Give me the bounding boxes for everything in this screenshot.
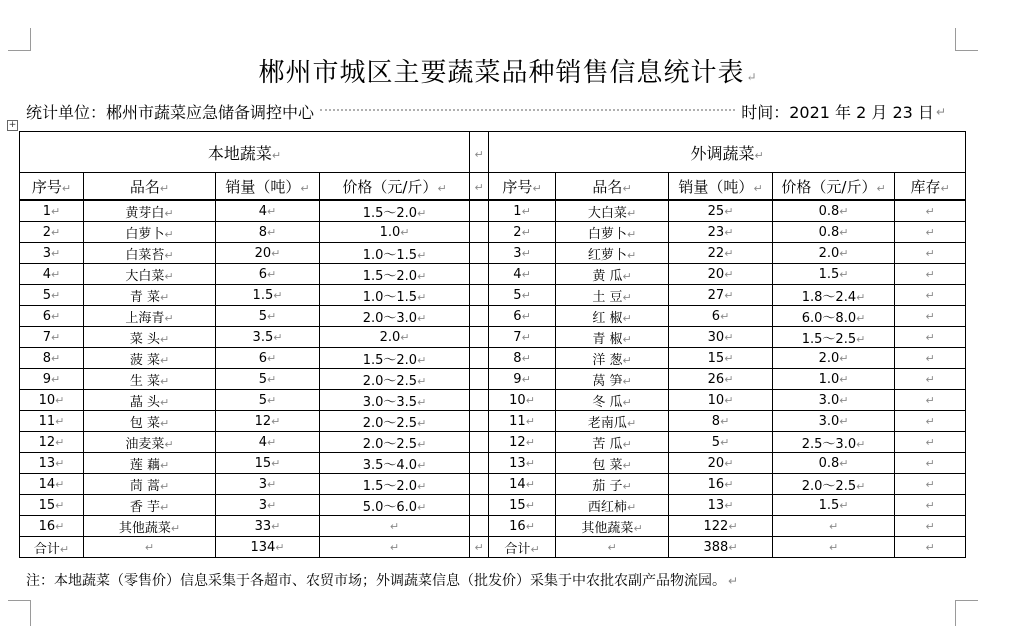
cell-imported-volume[interactable]: 30↵ bbox=[669, 327, 773, 348]
cell-local-price[interactable]: 2.0～3.0↵ bbox=[320, 306, 470, 327]
cell-local-price[interactable]: ↵ bbox=[320, 516, 470, 537]
total-empty[interactable]: ↵ bbox=[320, 537, 470, 558]
cell-local-name[interactable]: 莲 藕↵ bbox=[84, 453, 216, 474]
gap-cell bbox=[470, 264, 489, 285]
cell-local-no[interactable]: 6↵ bbox=[20, 306, 84, 327]
cell-imported-name[interactable]: 冬 瓜↵ bbox=[556, 390, 669, 411]
cell-imported-no[interactable]: 11↵ bbox=[489, 411, 556, 432]
cell-imported-price[interactable]: 3.0↵ bbox=[773, 390, 895, 411]
gap-cell: ↵ bbox=[470, 537, 489, 558]
cell-local-price[interactable]: 1.0↵ bbox=[320, 222, 470, 243]
cell-imported-volume[interactable]: 23↵ bbox=[669, 222, 773, 243]
cell-imported-name[interactable]: 茄 子↵ bbox=[556, 474, 669, 495]
cell-local-volume[interactable]: 5↵ bbox=[216, 306, 320, 327]
statistics-unit[interactable]: 统计单位：郴州市蔬菜应急储备调控中心 bbox=[26, 103, 315, 122]
cell-imported-price[interactable]: 1.5↵ bbox=[773, 495, 895, 516]
table-row bbox=[20, 516, 966, 537]
cell-imported-stock[interactable]: ↵ bbox=[895, 222, 966, 243]
gap-cell bbox=[470, 516, 489, 537]
cell-local-name[interactable]: 油麦菜↵ bbox=[84, 432, 216, 453]
cell-local-price[interactable]: 1.5～2.0↵ bbox=[320, 264, 470, 285]
cell-imported-no[interactable]: 5↵ bbox=[489, 285, 556, 306]
gap-cell bbox=[470, 243, 489, 264]
table-row bbox=[20, 474, 966, 495]
cell-local-name[interactable]: 白菜苔↵ bbox=[84, 243, 216, 264]
cell-local-volume[interactable]: 33↵ bbox=[216, 516, 320, 537]
cell-imported-name[interactable]: 西红柿↵ bbox=[556, 495, 669, 516]
total-empty[interactable]: ↵ bbox=[84, 537, 216, 558]
cell-imported-volume[interactable]: 10↵ bbox=[669, 390, 773, 411]
page-corner-mark-top-right bbox=[955, 28, 978, 51]
table-row bbox=[20, 369, 966, 390]
cell-local-name[interactable]: 菜 头↵ bbox=[84, 327, 216, 348]
cell-imported-price[interactable]: 0.8↵ bbox=[773, 200, 895, 222]
cell-local-no[interactable]: 10↵ bbox=[20, 390, 84, 411]
footnote-text[interactable]: 注：本地蔬菜（零售价）信息采集于各超市、农贸市场；外调蔬菜信息（批发价）采集于中农批农副产品物流园。 bbox=[26, 573, 726, 589]
col-header-local-price[interactable]: 价格（元/斤）↵ bbox=[320, 173, 470, 201]
page-corner-mark-bottom-right bbox=[955, 600, 978, 626]
cell-imported-price[interactable]: 1.5～2.5↵ bbox=[773, 327, 895, 348]
cell-imported-price[interactable]: 2.0～2.5↵ bbox=[773, 474, 895, 495]
table-row bbox=[20, 306, 966, 327]
gap-cell bbox=[470, 348, 489, 369]
cell-imported-price[interactable]: 1.5↵ bbox=[773, 264, 895, 285]
cell-local-name[interactable]: 生 菜↵ bbox=[84, 369, 216, 390]
cell-imported-volume[interactable]: 25↵ bbox=[669, 200, 773, 222]
total-value-imported[interactable]: 388↵ bbox=[669, 537, 773, 558]
cell-local-no[interactable]: 8↵ bbox=[20, 348, 84, 369]
cell-local-price[interactable]: 5.0～6.0↵ bbox=[320, 495, 470, 516]
table-row bbox=[20, 285, 966, 306]
cell-local-no[interactable]: 15↵ bbox=[20, 495, 84, 516]
cell-imported-stock[interactable]: ↵ bbox=[895, 453, 966, 474]
cell-imported-stock[interactable]: ↵ bbox=[895, 390, 966, 411]
gap-cell bbox=[470, 327, 489, 348]
table-row bbox=[20, 200, 966, 222]
total-value-local[interactable]: 134↵ bbox=[216, 537, 320, 558]
cell-imported-no[interactable]: 1↵ bbox=[489, 200, 556, 222]
cell-local-volume[interactable]: 6↵ bbox=[216, 348, 320, 369]
cell-imported-name[interactable]: 苦 瓜↵ bbox=[556, 432, 669, 453]
cell-local-no[interactable]: 1↵ bbox=[20, 200, 84, 222]
cell-imported-no[interactable]: 10↵ bbox=[489, 390, 556, 411]
gap-cell bbox=[470, 495, 489, 516]
cell-local-volume[interactable]: 20↵ bbox=[216, 243, 320, 264]
gap-cell bbox=[470, 369, 489, 390]
cell-imported-name[interactable]: 土 豆↵ bbox=[556, 285, 669, 306]
page-corner-mark-bottom-left bbox=[8, 600, 31, 626]
col-header-imported-price[interactable]: 价格（元/斤）↵ bbox=[773, 173, 895, 201]
document-title-text[interactable]: 郴州市城区主要蔬菜品种销售信息统计表 bbox=[258, 58, 745, 88]
cell-imported-volume[interactable]: 8↵ bbox=[669, 411, 773, 432]
gap-cell bbox=[470, 432, 489, 453]
cell-local-no[interactable]: 14↵ bbox=[20, 474, 84, 495]
table-row bbox=[20, 264, 966, 285]
cell-local-no[interactable]: 4↵ bbox=[20, 264, 84, 285]
cell-local-name[interactable]: 其他蔬菜↵ bbox=[84, 516, 216, 537]
cell-imported-name[interactable]: 红 椒↵ bbox=[556, 306, 669, 327]
col-header-local-name[interactable]: 品名↵ bbox=[84, 173, 216, 201]
cell-local-price[interactable]: 3.5～4.0↵ bbox=[320, 453, 470, 474]
statistics-meta-line[interactable] bbox=[26, 100, 946, 123]
col-header-local-no[interactable]: 序号↵ bbox=[20, 173, 84, 201]
table-row bbox=[20, 243, 966, 264]
totals-row bbox=[20, 537, 966, 558]
cell-local-name[interactable]: 蕌 头↵ bbox=[84, 390, 216, 411]
cell-local-price[interactable]: 1.5～2.0↵ bbox=[320, 200, 470, 222]
cell-local-name[interactable]: 上海青↵ bbox=[84, 306, 216, 327]
cell-local-price[interactable]: 2.0↵ bbox=[320, 327, 470, 348]
leader-dots bbox=[320, 108, 735, 111]
cell-imported-price[interactable]: 3.0↵ bbox=[773, 411, 895, 432]
cell-local-no[interactable]: 5↵ bbox=[20, 285, 84, 306]
cell-imported-stock[interactable]: ↵ bbox=[895, 495, 966, 516]
col-header-imported-name[interactable]: 品名↵ bbox=[556, 173, 669, 201]
cell-local-name[interactable]: 白萝卜↵ bbox=[84, 222, 216, 243]
gap-cell bbox=[470, 453, 489, 474]
table-row bbox=[20, 348, 966, 369]
cell-imported-no[interactable]: 15↵ bbox=[489, 495, 556, 516]
table-row bbox=[20, 327, 966, 348]
cell-local-price[interactable]: 1.0～1.5↵ bbox=[320, 285, 470, 306]
cell-local-volume[interactable]: 4↵ bbox=[216, 200, 320, 222]
cell-local-name[interactable]: 菠 菜↵ bbox=[84, 348, 216, 369]
table-row bbox=[20, 222, 966, 243]
cell-local-name[interactable]: 茼 蒿↵ bbox=[84, 474, 216, 495]
cell-imported-name[interactable]: 白萝卜↵ bbox=[556, 222, 669, 243]
cell-local-no[interactable]: 3↵ bbox=[20, 243, 84, 264]
cell-local-name[interactable]: 黄芽白↵ bbox=[84, 200, 216, 222]
cell-local-name[interactable]: 香 芋↵ bbox=[84, 495, 216, 516]
cell-imported-volume[interactable]: 6↵ bbox=[669, 306, 773, 327]
table-row bbox=[20, 411, 966, 432]
gap-cell bbox=[470, 285, 489, 306]
cell-imported-volume[interactable]: 5↵ bbox=[669, 432, 773, 453]
cell-imported-no[interactable]: 6↵ bbox=[489, 306, 556, 327]
cell-imported-no[interactable]: 3↵ bbox=[489, 243, 556, 264]
cell-imported-name[interactable]: 其他蔬菜↵ bbox=[556, 516, 669, 537]
cell-imported-volume[interactable]: 13↵ bbox=[669, 495, 773, 516]
cell-imported-stock[interactable]: ↵ bbox=[895, 306, 966, 327]
col-header-local-volume[interactable]: 销量（吨）↵ bbox=[216, 173, 320, 201]
cell-imported-price[interactable]: 6.0～8.0↵ bbox=[773, 306, 895, 327]
cell-imported-no[interactable]: 9↵ bbox=[489, 369, 556, 390]
cell-imported-name[interactable]: 黄 瓜↵ bbox=[556, 264, 669, 285]
cell-imported-no[interactable]: 7↵ bbox=[489, 327, 556, 348]
cell-imported-no[interactable]: 4↵ bbox=[489, 264, 556, 285]
cell-local-no[interactable]: 2↵ bbox=[20, 222, 84, 243]
cell-imported-stock[interactable]: ↵ bbox=[895, 200, 966, 222]
cell-local-no[interactable]: 12↵ bbox=[20, 432, 84, 453]
table-row bbox=[20, 432, 966, 453]
cell-local-no[interactable]: 9↵ bbox=[20, 369, 84, 390]
cell-imported-stock[interactable]: ↵ bbox=[895, 285, 966, 306]
cell-imported-no[interactable]: 2↵ bbox=[489, 222, 556, 243]
gap-cell: ↵ bbox=[470, 173, 489, 201]
cell-imported-price[interactable]: 2.0↵ bbox=[773, 348, 895, 369]
vegetable-sales-table[interactable] bbox=[19, 131, 966, 558]
cell-imported-name[interactable]: 老南瓜↵ bbox=[556, 411, 669, 432]
cell-imported-stock[interactable]: ↵ bbox=[895, 243, 966, 264]
cell-local-price[interactable]: 1.0～1.5↵ bbox=[320, 243, 470, 264]
cell-imported-stock[interactable]: ↵ bbox=[895, 369, 966, 390]
cell-imported-price[interactable]: 1.0↵ bbox=[773, 369, 895, 390]
cell-imported-name[interactable]: 青 椒↵ bbox=[556, 327, 669, 348]
cell-local-volume[interactable]: 4↵ bbox=[216, 432, 320, 453]
cell-local-name[interactable]: 包 菜↵ bbox=[84, 411, 216, 432]
cell-imported-volume[interactable]: 20↵ bbox=[669, 453, 773, 474]
cell-imported-name[interactable]: 大白菜↵ bbox=[556, 200, 669, 222]
total-empty[interactable]: ↵ bbox=[773, 537, 895, 558]
col-header-imported-no[interactable]: 序号↵ bbox=[489, 173, 556, 201]
gap-cell: ↵ bbox=[470, 132, 489, 173]
cell-imported-price[interactable]: 2.0↵ bbox=[773, 243, 895, 264]
cell-imported-name[interactable]: 洋 葱↵ bbox=[556, 348, 669, 369]
cell-imported-stock[interactable]: ↵ bbox=[895, 516, 966, 537]
cell-local-price[interactable]: 1.5～2.0↵ bbox=[320, 348, 470, 369]
cell-local-price[interactable]: 3.0～3.5↵ bbox=[320, 390, 470, 411]
cell-imported-volume[interactable]: 27↵ bbox=[669, 285, 773, 306]
statistics-date[interactable]: 时间：2021 年 2 月 23 日 bbox=[741, 103, 934, 122]
cell-local-volume[interactable]: 5↵ bbox=[216, 369, 320, 390]
cell-imported-name[interactable]: 莴 笋↵ bbox=[556, 369, 669, 390]
cell-local-no[interactable]: 13↵ bbox=[20, 453, 84, 474]
cell-imported-volume[interactable]: 20↵ bbox=[669, 264, 773, 285]
cell-local-price[interactable]: 2.0～2.5↵ bbox=[320, 432, 470, 453]
cell-local-price[interactable]: 2.0～2.5↵ bbox=[320, 411, 470, 432]
gap-cell bbox=[470, 222, 489, 243]
cell-local-volume[interactable]: 6↵ bbox=[216, 264, 320, 285]
gap-cell bbox=[470, 411, 489, 432]
table-row bbox=[20, 390, 966, 411]
gap-cell bbox=[470, 200, 489, 222]
cell-local-volume[interactable]: 3.5↵ bbox=[216, 327, 320, 348]
cell-local-volume[interactable]: 5↵ bbox=[216, 390, 320, 411]
cell-imported-stock[interactable]: ↵ bbox=[895, 411, 966, 432]
cell-local-price[interactable]: 1.5～2.0↵ bbox=[320, 474, 470, 495]
cell-local-volume[interactable]: 3↵ bbox=[216, 474, 320, 495]
cell-imported-no[interactable]: 13↵ bbox=[489, 453, 556, 474]
cell-imported-no[interactable]: 8↵ bbox=[489, 348, 556, 369]
cell-imported-stock[interactable]: ↵ bbox=[895, 264, 966, 285]
cell-imported-price[interactable]: 1.8～2.4↵ bbox=[773, 285, 895, 306]
cell-local-name[interactable]: 大白菜↵ bbox=[84, 264, 216, 285]
local-section-title[interactable]: 本地蔬菜↵ bbox=[20, 132, 470, 173]
cell-imported-volume[interactable]: 15↵ bbox=[669, 348, 773, 369]
cell-local-name[interactable]: 青 菜↵ bbox=[84, 285, 216, 306]
cell-imported-name[interactable]: 红萝卜↵ bbox=[556, 243, 669, 264]
cell-imported-no[interactable]: 14↵ bbox=[489, 474, 556, 495]
cell-imported-volume[interactable]: 16↵ bbox=[669, 474, 773, 495]
total-empty[interactable]: ↵ bbox=[895, 537, 966, 558]
cell-local-volume[interactable]: 1.5↵ bbox=[216, 285, 320, 306]
cell-imported-price[interactable]: 0.8↵ bbox=[773, 222, 895, 243]
cell-imported-volume[interactable]: 122↵ bbox=[669, 516, 773, 537]
cell-imported-stock[interactable]: ↵ bbox=[895, 327, 966, 348]
cell-imported-volume[interactable]: 22↵ bbox=[669, 243, 773, 264]
total-label-imported[interactable]: 合计↵ bbox=[489, 537, 556, 558]
paragraph-mark: ↵ bbox=[728, 574, 739, 588]
cell-imported-volume[interactable]: 26↵ bbox=[669, 369, 773, 390]
cell-local-volume[interactable]: 15↵ bbox=[216, 453, 320, 474]
page-corner-mark-top-left bbox=[8, 28, 31, 51]
cell-local-no[interactable]: 11↵ bbox=[20, 411, 84, 432]
cell-imported-price[interactable]: 2.5～3.0↵ bbox=[773, 432, 895, 453]
paragraph-mark: ↵ bbox=[746, 70, 758, 84]
gap-cell bbox=[470, 390, 489, 411]
gap-cell bbox=[470, 474, 489, 495]
paragraph-mark: ↵ bbox=[935, 104, 946, 119]
cell-imported-no[interactable]: 16↵ bbox=[489, 516, 556, 537]
cell-imported-stock[interactable]: ↵ bbox=[895, 474, 966, 495]
cell-imported-name[interactable]: 包 菜↵ bbox=[556, 453, 669, 474]
table-move-handle-icon[interactable]: + bbox=[8, 120, 17, 130]
table-row bbox=[20, 453, 966, 474]
col-header-imported-stock[interactable]: 库存↵ bbox=[895, 173, 966, 201]
cell-imported-stock[interactable]: ↵ bbox=[895, 432, 966, 453]
cell-local-price[interactable]: 2.0～2.5↵ bbox=[320, 369, 470, 390]
cell-imported-stock[interactable]: ↵ bbox=[895, 348, 966, 369]
cell-imported-price[interactable]: 0.8↵ bbox=[773, 453, 895, 474]
table-row bbox=[20, 495, 966, 516]
cell-imported-price[interactable]: ↵ bbox=[773, 516, 895, 537]
cell-local-no[interactable]: 7↵ bbox=[20, 327, 84, 348]
section-header-row bbox=[20, 132, 966, 173]
cell-imported-no[interactable]: 12↵ bbox=[489, 432, 556, 453]
cell-local-volume[interactable]: 12↵ bbox=[216, 411, 320, 432]
document-title[interactable] bbox=[0, 52, 1016, 89]
gap-cell bbox=[470, 306, 489, 327]
total-label-local[interactable]: 合计↵ bbox=[20, 537, 84, 558]
cell-local-no[interactable]: 16↵ bbox=[20, 516, 84, 537]
footnote[interactable] bbox=[26, 570, 738, 590]
imported-section-title[interactable]: 外调蔬菜↵ bbox=[489, 132, 966, 173]
cell-local-volume[interactable]: 3↵ bbox=[216, 495, 320, 516]
col-header-imported-volume[interactable]: 销量（吨）↵ bbox=[669, 173, 773, 201]
cell-local-volume[interactable]: 8↵ bbox=[216, 222, 320, 243]
column-header-row bbox=[20, 173, 966, 201]
total-empty[interactable]: ↵ bbox=[556, 537, 669, 558]
